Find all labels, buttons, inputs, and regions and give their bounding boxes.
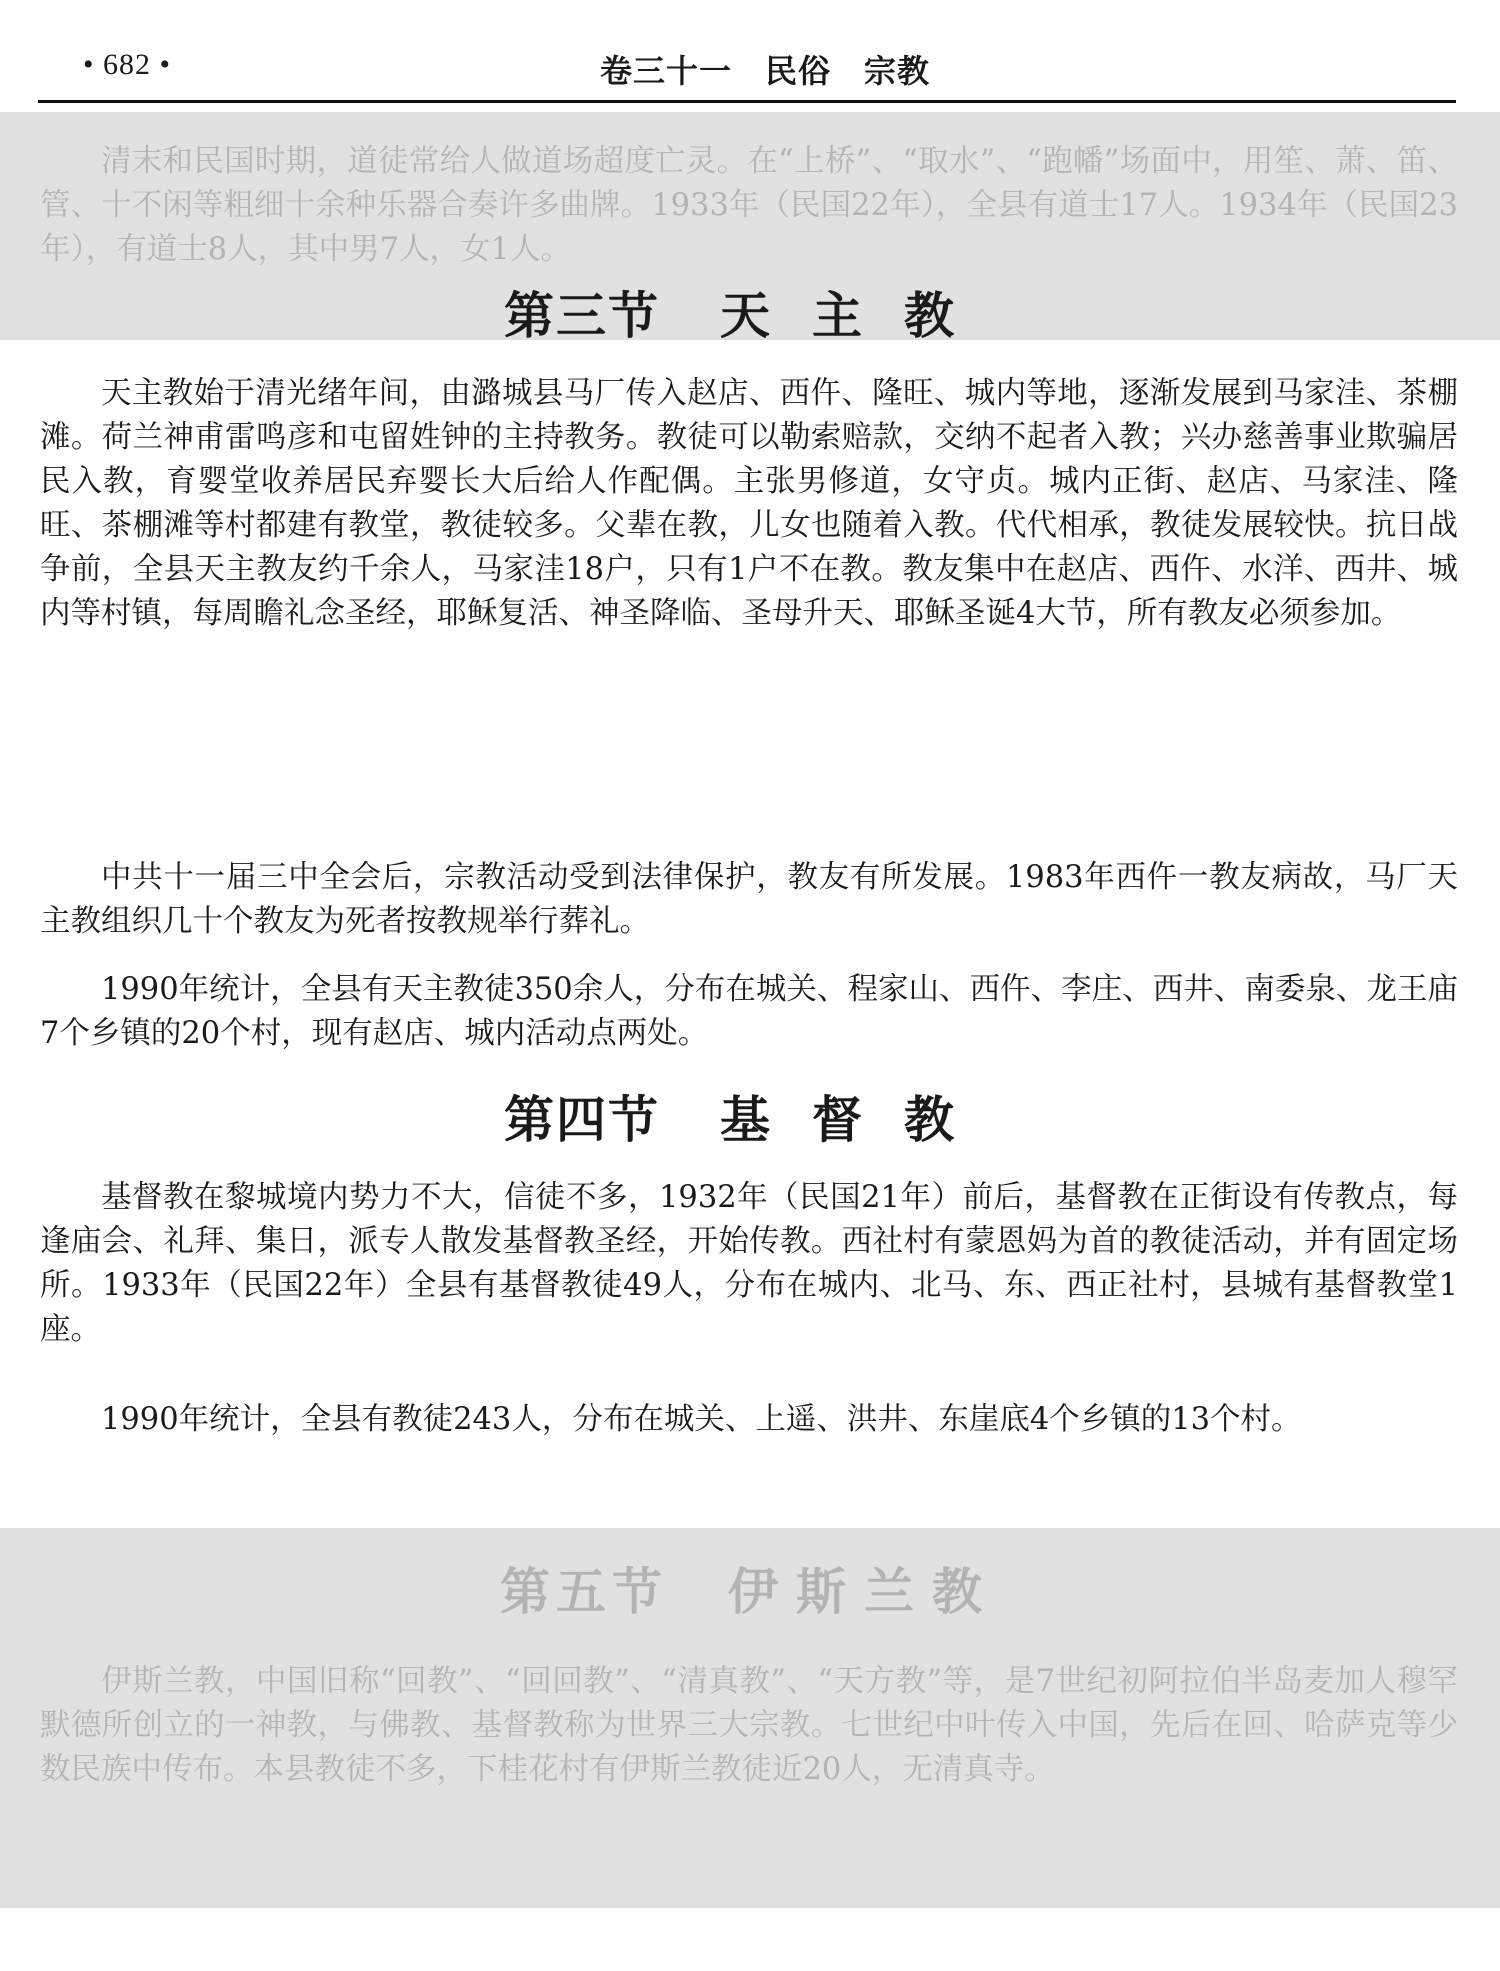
section3-title	[0, 276, 1500, 348]
section3-number: 第三节	[504, 287, 660, 345]
section4-paragraph-2: 1990年统计，全县有教徒243人，分布在城关、上遥、洪井、东崖底4个乡镇的13个村。	[101, 1402, 1302, 1437]
section5-paragraph-1: 伊斯兰教，中国旧称“回教”、“回回教”、“清真教”、“天方教”等，是7世纪初阿拉伯半岛麦加人穆罕默德所创立的一神教，与佛教、基督教称为世界三大宗教。七世纪中叶传入中国，先后在回、哈萨克等少数民族中传布。本县教徒不多，下桂花村有伊斯兰教徒近20人，无清真寺。	[40, 1664, 1458, 1787]
section5-name: 伊斯兰教	[728, 1563, 1000, 1621]
section3-paragraph-2: 中共十一届三中全会后，宗教活动受到法律保护，教友有所发展。1983年西仵一教友病故，马厂天主教组织几十个教友为死者按教规举行葬礼。	[40, 860, 1458, 939]
section3-name: 天主教	[720, 287, 996, 345]
section4-title	[0, 1080, 1500, 1152]
section3-paragraph-1: 天主教始于清光绪年间，由潞城县马厂传入赵店、西仵、隆旺、城内等地，逐渐发展到马家洼、茶棚滩。荷兰神甫雷鸣彦和屯留姓钟的主持教务。教徒可以勒索赔款，交纳不起者入教；兴办慈善事业欺骗居民入教，育婴堂收养居民弃婴长大后给人作配偶。主张男修道，女守贞。城内正街、赵店、马家洼、隆旺、茶棚滩等村都建有教堂，教徒较多。父辈在教，儿女也随着入教。代代相承，教徒发展较快。抗日战争前，全县天主教友约千余人，马家洼18户，只有1户不在教。教友集中在赵店、西仵、水洋、西井、城内等村镇，每周瞻礼念圣经，耶稣复活、神圣降临、圣母升天、耶稣圣诞4大节，所有教友必须参加。	[40, 376, 1458, 631]
page-number: • 682 •	[83, 48, 172, 81]
section4-paragraph-1: 基督教在黎城境内势力不大，信徒不多，1932年（民国21年）前后，基督教在正街设有传教点，每逢庙会、礼拜、集日，派专人散发基督教圣经，开始传教。西社村有蒙恩妈为首的教徒活动，并有固定场所。1933年（民国22年）全县有基督教徒49人，分布在城内、北马、东、西正社村，县城有基督教堂1座。	[40, 1180, 1458, 1347]
section4-name: 基督教	[720, 1091, 996, 1149]
running-title: 卷三十一 民俗 宗教	[599, 52, 930, 90]
header-rule	[38, 100, 1456, 103]
section3-paragraph-3: 1990年统计，全县有天主教徒350余人，分布在城关、程家山、西仵、李庄、西井、南委泉、龙王庙7个乡镇的20个村，现有赵店、城内活动点两处。	[40, 972, 1458, 1051]
section5-title	[0, 1552, 1500, 1624]
top-fragment-paragraph: 清末和民国时期，道徒常给人做道场超度亡灵。在“上桥”、“取水”、“跑幡”场面中，用笙、萧、笛、管、十不闲等粗细十余种乐器合奏许多曲牌。1933年（民国22年），全县有道士17人。1934年（民国23年），有道士8人，其中男7人，女1人。	[40, 144, 1458, 267]
section5-number: 第五节	[500, 1563, 668, 1621]
page-header	[38, 0, 1456, 105]
section4-number: 第四节	[504, 1091, 660, 1149]
